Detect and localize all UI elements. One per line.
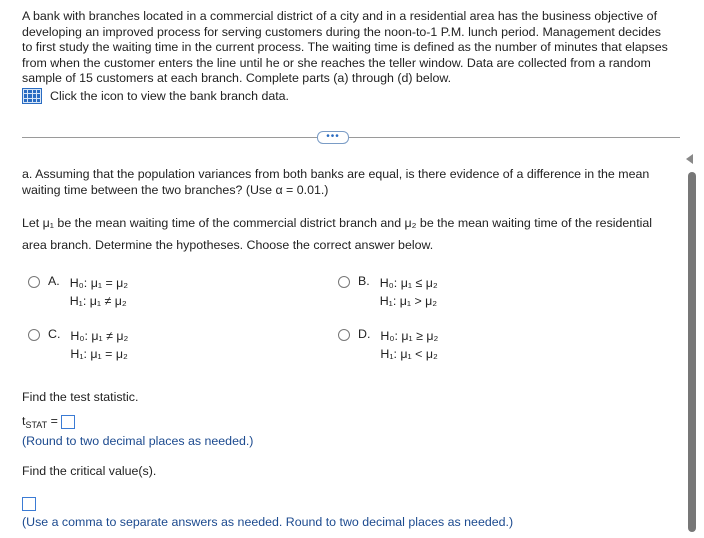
round-note-2: (Use a comma to separate answers as needed. Round to two decimal places as needed.) <box>22 515 514 529</box>
test-stat-prompt: Find the test statistic. <box>22 390 139 404</box>
tstat-label: t <box>22 414 26 428</box>
option-b-h1: H₁: μ₁ > μ₂ <box>379 294 438 308</box>
option-c-h1: H₁: μ₁ = μ₂ <box>70 347 128 361</box>
option-a-h1: H₁: μ₁ ≠ μ₂ <box>69 294 127 308</box>
option-b[interactable] <box>338 274 438 310</box>
option-b-letter: B. <box>358 274 370 288</box>
part-a-question: a. Assuming that the population variances from both banks are equal, is there evidence of a difference in the mean waiting time between the two branches? (Use α = 0.01.) <box>22 167 650 197</box>
expand-ellipsis-button[interactable]: ••• <box>317 131 349 144</box>
option-d-h0: H₀: μ₁ ≥ μ₂ <box>380 329 439 343</box>
tstat-row <box>22 413 662 433</box>
option-a[interactable] <box>28 274 128 310</box>
option-a-letter: A. <box>48 274 60 288</box>
tstat-subscript: STAT <box>25 420 48 430</box>
data-link[interactable] <box>22 88 289 104</box>
data-table-icon[interactable] <box>22 88 42 104</box>
option-c[interactable] <box>28 327 128 363</box>
hypothesis-definition: Let μ₁ be the mean waiting time of the commercial district branch and μ₂ be the mean waiting time of the residential area branch. Determine the hypotheses. Choose the correct answer below. <box>22 216 653 252</box>
option-c-letter: C. <box>48 327 61 341</box>
data-link-label[interactable]: Click the icon to view the bank branch data. <box>50 89 289 103</box>
scrollbar-thumb[interactable] <box>688 172 696 532</box>
option-c-h0: H₀: μ₁ ≠ μ₂ <box>70 329 129 343</box>
option-d-letter: D. <box>358 327 371 341</box>
option-b-h0: H₀: μ₁ ≤ μ₂ <box>379 276 438 290</box>
option-d[interactable] <box>338 327 438 363</box>
option-d-radio[interactable] <box>338 329 350 341</box>
option-a-h0: H₀: μ₁ = μ₂ <box>69 276 129 290</box>
section-divider <box>22 137 680 138</box>
option-b-radio[interactable] <box>338 276 350 288</box>
critical-value-input[interactable] <box>22 497 36 511</box>
critical-value-prompt: Find the critical value(s). <box>22 464 157 478</box>
round-note-1: (Round to two decimal places as needed.) <box>22 434 254 448</box>
scroll-up-arrow-icon[interactable] <box>686 154 693 164</box>
option-c-radio[interactable] <box>28 329 40 341</box>
option-d-h1: H₁: μ₁ < μ₂ <box>380 347 438 361</box>
tstat-equals: = <box>50 414 58 428</box>
tstat-input[interactable] <box>61 415 75 429</box>
option-a-radio[interactable] <box>28 276 40 288</box>
critical-row <box>22 495 662 511</box>
problem-intro: A bank with branches located in a commercial district of a city and in a residential area has the business objective of developing an improved process for serving customers during the noon-to-1 P.M. lunch period. Management decides to first study the waiting time in the current process. The waiting time is defined as the number of minutes that elapses from when the customer enters the line until he or she reaches the teller window. Data are collected from a random sample of 15 customers at each branch. Complete parts (a) through (d) below. <box>22 9 668 86</box>
